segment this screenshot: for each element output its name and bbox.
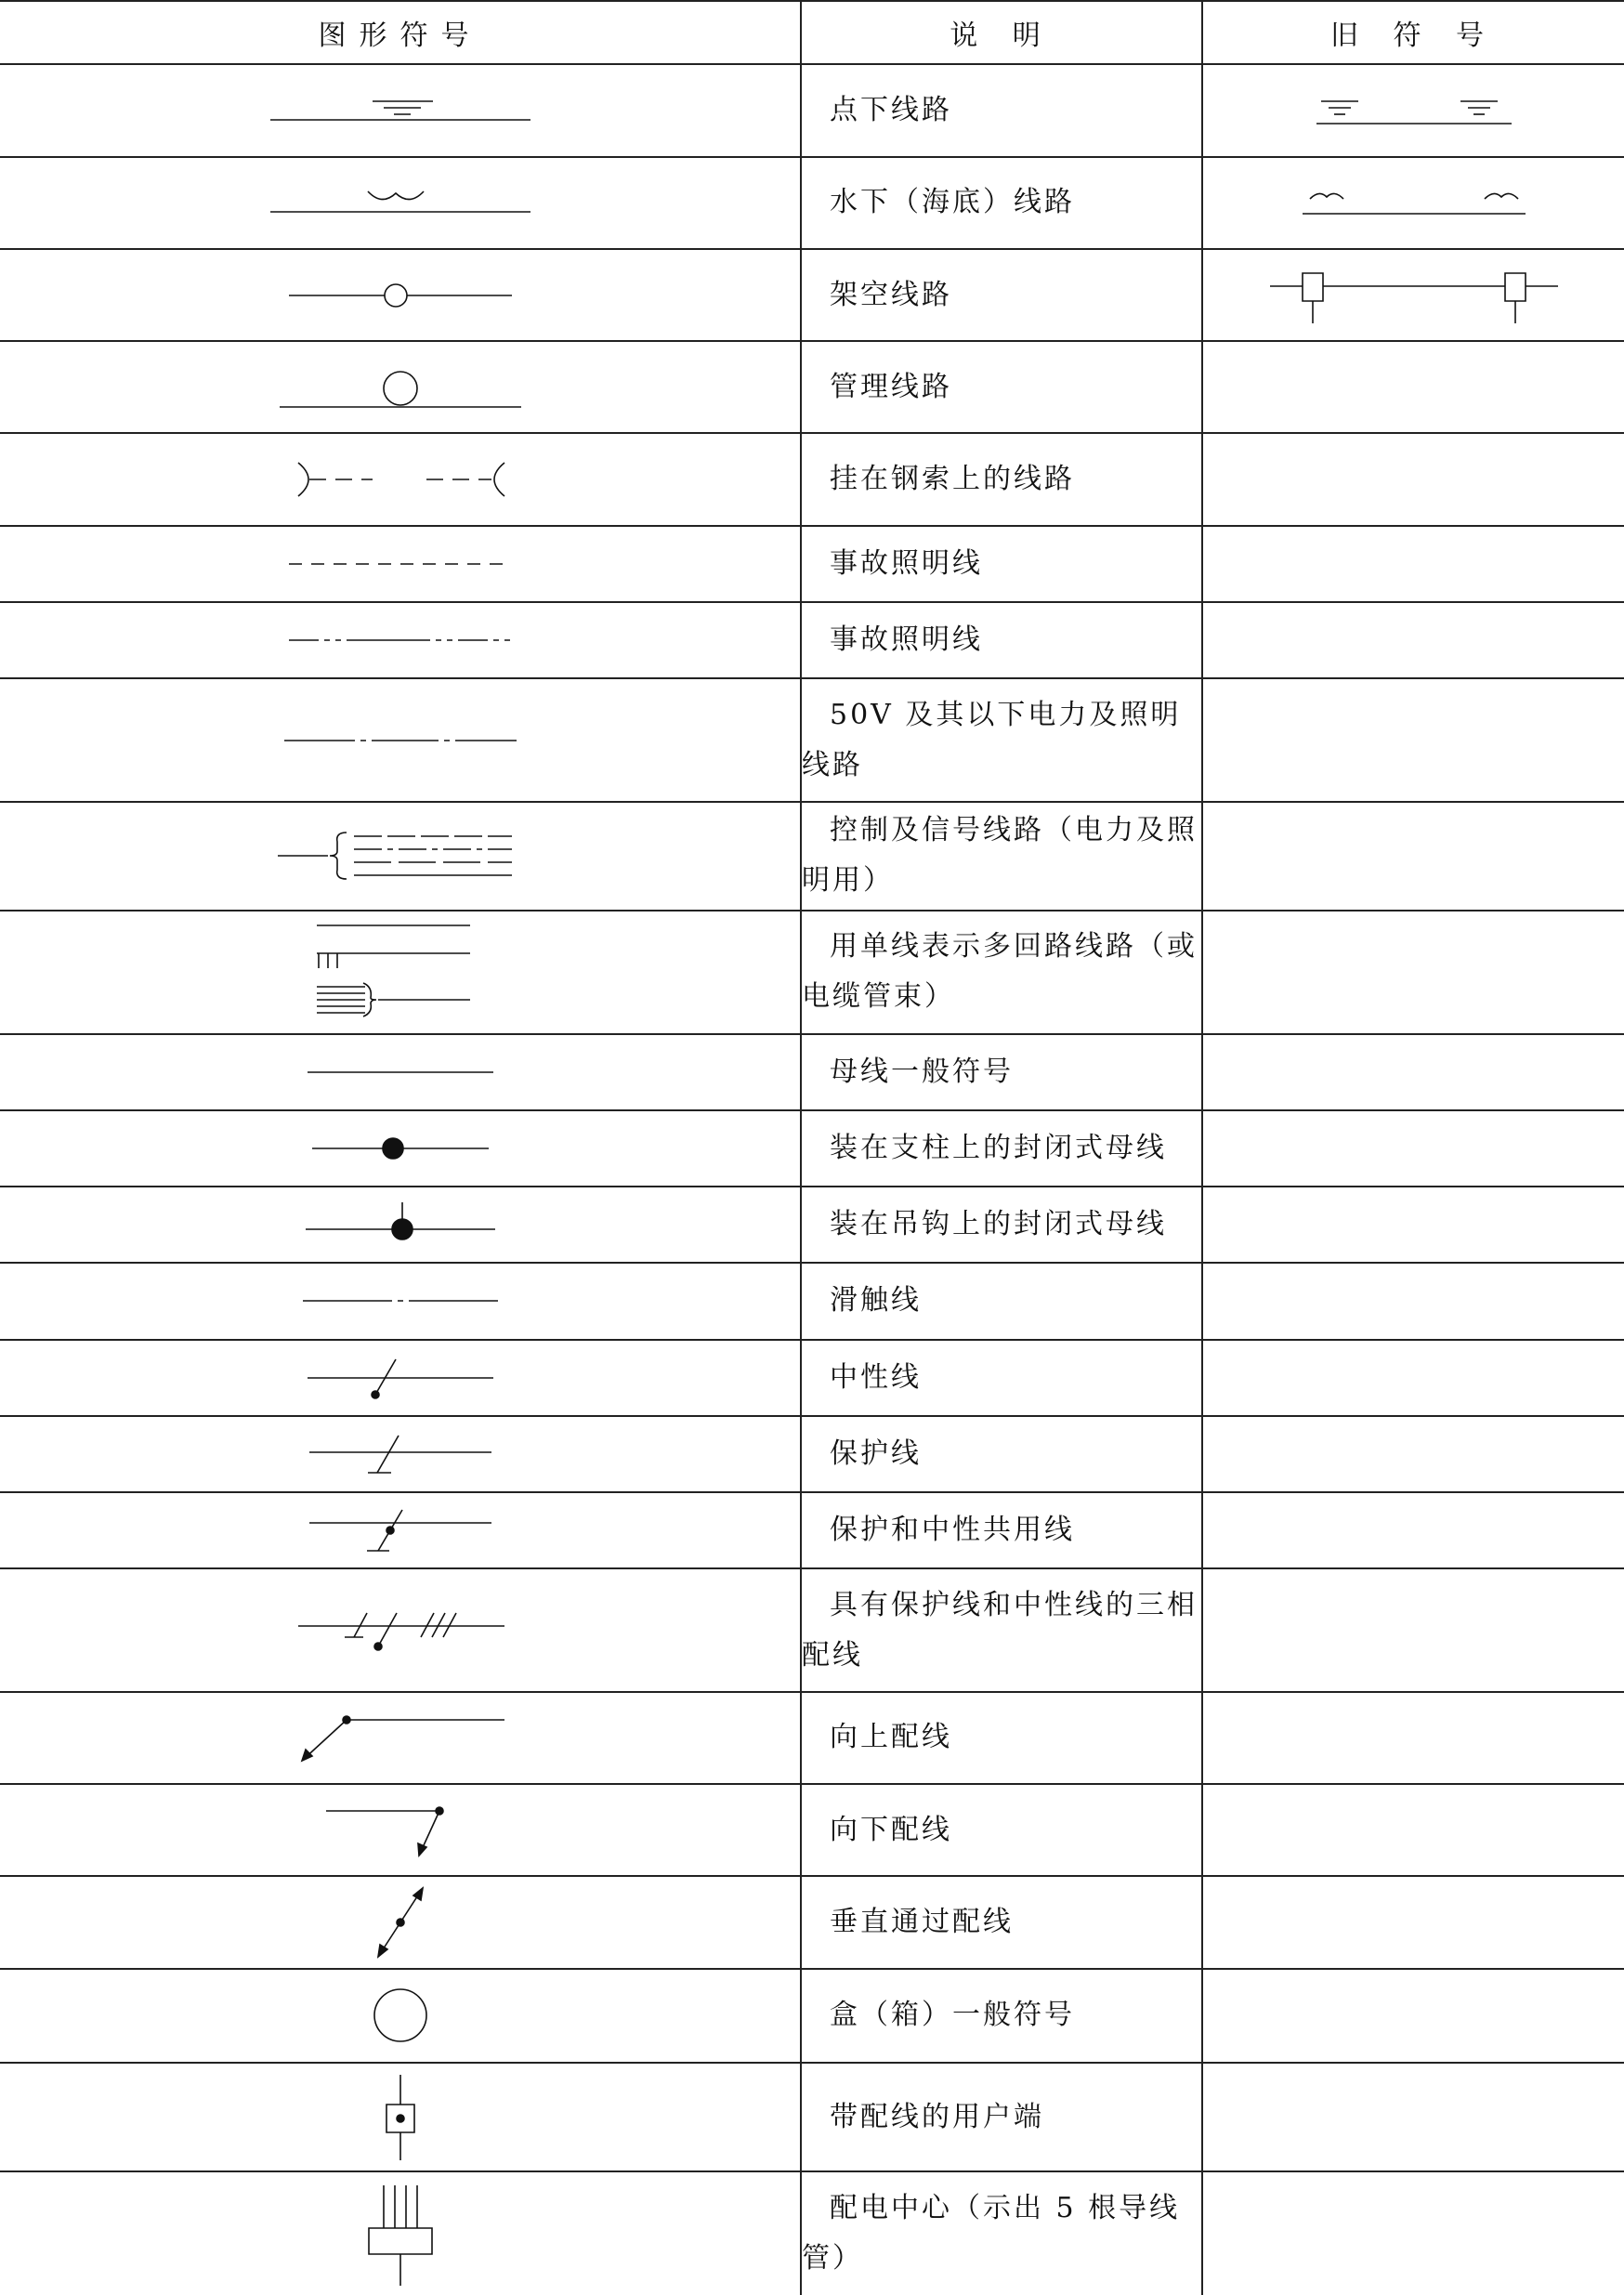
row-description: 母线一般符号	[801, 1034, 1202, 1110]
row-description: 滑触线	[801, 1263, 1202, 1339]
table-row	[0, 1110, 1624, 1187]
underwater-line-symbol-icon	[261, 175, 540, 230]
row-description: 向上配线	[801, 1692, 1202, 1784]
table-row	[0, 802, 1624, 911]
old-underwater-line-symbol-icon	[1275, 175, 1553, 230]
distribution-center-symbol-icon	[261, 2178, 540, 2289]
table-row	[0, 678, 1624, 801]
header-symbol: 图形符号	[0, 1, 801, 64]
enclosed-busbar-hook-symbol-icon	[261, 1197, 540, 1252]
table-row	[0, 1492, 1624, 1568]
header-old-symbol: 旧 符 号	[1202, 1, 1624, 64]
table-row	[0, 1263, 1624, 1339]
row-description: 水下（海底）线路	[801, 157, 1202, 249]
row-description: 向下配线	[801, 1784, 1202, 1876]
row-description: 保护线	[801, 1416, 1202, 1492]
conduit-line-symbol-icon	[261, 355, 540, 420]
row-description: 装在支柱上的封闭式母线	[801, 1110, 1202, 1187]
row-description: 事故照明线	[801, 602, 1202, 678]
row-description: 装在吊钩上的封闭式母线	[801, 1187, 1202, 1263]
table-row	[0, 1969, 1624, 2063]
row-description: 配电中心（示出 5 根导线管）	[801, 2171, 1202, 2295]
low-voltage-line-symbol-icon	[261, 722, 540, 759]
emergency-lighting-dashdot-symbol-icon	[261, 622, 540, 659]
row-description: 挂在钢索上的线路	[801, 433, 1202, 525]
row-description: 保护和中性共用线	[801, 1492, 1202, 1568]
box-general-symbol-icon	[261, 1983, 540, 2048]
table-row	[0, 1876, 1624, 1968]
table-row	[0, 64, 1624, 156]
old-underground-line-symbol-icon	[1275, 83, 1553, 138]
table-row	[0, 249, 1624, 341]
table-header-row	[0, 1, 1624, 64]
emergency-lighting-dashed-symbol-icon	[261, 545, 540, 583]
table-row	[0, 433, 1624, 525]
table-row	[0, 2171, 1624, 2295]
row-description: 带配线的用户端	[801, 2063, 1202, 2171]
multi-circuit-single-line-symbol-icon	[261, 916, 540, 1028]
table-row	[0, 1034, 1624, 1110]
row-description: 点下线路	[801, 64, 1202, 156]
table-row	[0, 1784, 1624, 1876]
table-row	[0, 602, 1624, 678]
row-description: 垂直通过配线	[801, 1876, 1202, 1968]
wiring-vertical-through-symbol-icon	[261, 1882, 540, 1962]
header-description: 说 明	[801, 1, 1202, 64]
table-row	[0, 341, 1624, 433]
table-row	[0, 526, 1624, 602]
protective-wire-symbol-icon	[261, 1426, 540, 1482]
table-row	[0, 1340, 1624, 1416]
row-description: 控制及信号线路（电力及照明用）	[801, 802, 1202, 911]
underground-line-symbol-icon	[261, 83, 540, 138]
enclosed-busbar-post-symbol-icon	[261, 1125, 540, 1172]
table-row	[0, 1416, 1624, 1492]
row-description: 架空线路	[801, 249, 1202, 341]
table-row	[0, 1568, 1624, 1691]
row-description: 盒（箱）一般符号	[801, 1969, 1202, 2063]
row-description: 事故照明线	[801, 526, 1202, 602]
row-description: 具有保护线和中性线的三相配线	[801, 1568, 1202, 1691]
wiring-up-symbol-icon	[261, 1705, 540, 1770]
three-phase-pe-n-wiring-symbol-icon	[261, 1598, 540, 1663]
table-row	[0, 1187, 1624, 1263]
row-description: 管理线路	[801, 341, 1202, 433]
overhead-line-symbol-icon	[261, 268, 540, 323]
pen-wire-symbol-icon	[261, 1502, 540, 1558]
user-terminal-with-wiring-symbol-icon	[261, 2071, 540, 2164]
table-row	[0, 911, 1624, 1033]
busbar-symbol-icon	[261, 1054, 540, 1091]
neutral-wire-symbol-icon	[261, 1350, 540, 1406]
old-overhead-line-symbol-icon	[1265, 258, 1563, 333]
table-row	[0, 157, 1624, 249]
trolley-wire-symbol-icon	[261, 1282, 540, 1319]
table-row	[0, 1692, 1624, 1784]
row-description: 中性线	[801, 1340, 1202, 1416]
row-description: 用单线表示多回路线路（或电缆管束）	[801, 911, 1202, 1033]
wiring-down-symbol-icon	[261, 1798, 540, 1863]
control-signal-line-symbol-icon	[261, 823, 540, 888]
table-row	[0, 2063, 1624, 2171]
catenary-wire-line-symbol-icon	[261, 452, 540, 507]
row-description: 50V 及其以下电力及照明线路	[801, 678, 1202, 801]
